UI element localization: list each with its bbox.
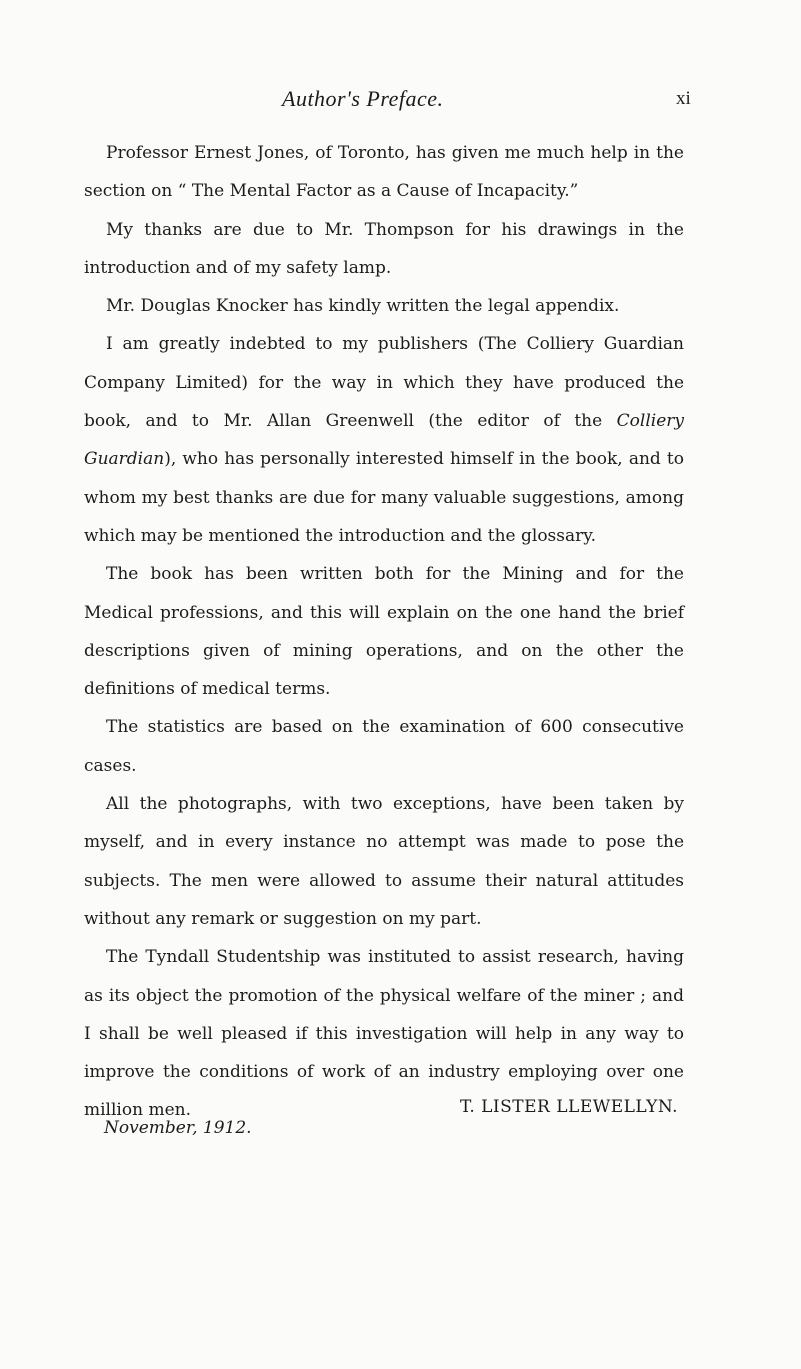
preface-body: [84, 134, 684, 1130]
paragraph-publishers: [84, 325, 684, 555]
running-title: Author's Preface.: [282, 86, 444, 111]
paragraph-knocker: Mr. Douglas Knocker has kindly written the legal appendix.: [106, 296, 620, 317]
preface-date: November, 1912.: [104, 1118, 252, 1138]
page-number: xi: [676, 88, 691, 109]
paragraph-publishers-text-b: ), who has personally interested himself in the book, and to whom my best thanks are due for many valuable suggestions, among which may be mentioned the introduction and the glossary.: [84, 449, 684, 546]
paragraph-publishers-text-a: I am greatly indebted to my publishers (The Colliery Guardian Company Limited) for the way in which they have produced the book, and to Mr. Allan Greenwell (the editor of the: [84, 334, 684, 432]
author-signature: T. LISTER LLEWELLYN.: [460, 1097, 679, 1117]
paragraph-statistics: The statistics are based on the examination of 600 consecutive cases.: [84, 717, 684, 776]
paragraph-professions: The book has been written both for the Mining and for the Medical professions, and this will explain on the one hand the brief descriptions given of mining operations, and on the other the definitions of medical terms.: [84, 564, 684, 700]
paragraph-photographs: All the photographs, with two exceptions, have been taken by myself, and in every instance no attempt was made to pose the subjects. The men were allowed to assume their natural attitudes without any remark or suggestion on my part.: [84, 794, 684, 929]
journal-title: Colliery Guardian: [84, 411, 684, 470]
paragraph-jones: Professor Ernest Jones, of Toronto, has given me much help in the section on “ The Mental Factor as a Cause of Incapacity.”: [84, 143, 684, 202]
paragraph-tyndall: The Tyndall Studentship was instituted to assist research, having as its object the promotion of the physical welfare of the miner ; and I shall be well pleased if this investigation will help in any way to improve the conditions of work of an industry employing over one million men.: [84, 947, 684, 1121]
page-header: [0, 86, 801, 116]
paragraph-thompson: My thanks are due to Mr. Thompson for his drawings in the introduction and of my safety lamp.: [84, 219, 684, 278]
